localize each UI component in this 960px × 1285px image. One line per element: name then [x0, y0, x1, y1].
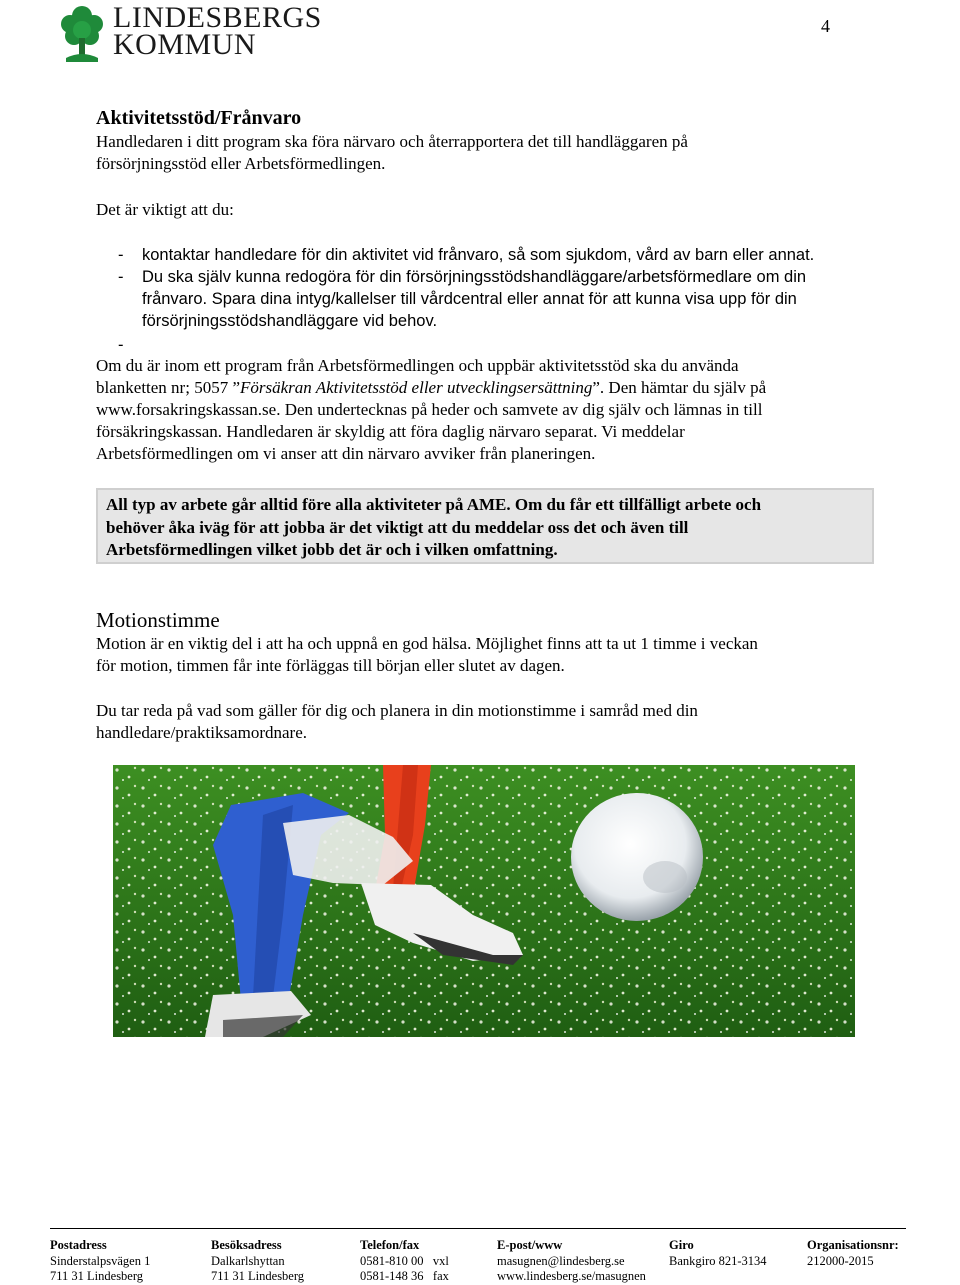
footer-column-orgnr — [807, 1238, 899, 1269]
text-run: ”. Den hämtar du själv på — [592, 378, 767, 397]
football-photo — [113, 765, 855, 1037]
football-scene-image — [113, 765, 855, 1037]
list-item — [96, 266, 876, 332]
list-dash: - — [118, 336, 124, 354]
footer-heading: Organisationsnr: — [807, 1238, 899, 1252]
paragraph-line: försörjningsstöd eller Arbetsförmedlingen. — [96, 154, 386, 173]
paragraph-line: Handledaren i ditt program ska föra närvaro och återrapportera det till handläggaren på — [96, 132, 688, 151]
footer-value: Dalkarlshyttan — [211, 1253, 285, 1268]
footer-heading: Besöksadress — [211, 1238, 282, 1252]
footer-value: 0581-810 00 vxl — [360, 1253, 449, 1268]
footer-column-postadress — [50, 1238, 150, 1285]
footer-web-link[interactable]: www.lindesberg.se/masugnen — [497, 1269, 646, 1283]
notice-line: behöver åka iväg för att jobba är det viktigt att du meddelar oss det och även till — [106, 517, 689, 537]
list-dash: - — [118, 268, 124, 286]
footer-heading: E-post/www — [497, 1238, 563, 1252]
footer-email-link[interactable]: masugnen@lindesberg.se — [497, 1253, 625, 1268]
logo-line2: KOMMUN — [113, 28, 257, 61]
footer-value: 711 31 Lindesberg — [50, 1269, 144, 1283]
logo-line1: LINDESBERGS — [113, 1, 322, 34]
footer-value: Sinderstalpsvägen 1 — [50, 1253, 151, 1268]
footer-column-telefon — [360, 1238, 449, 1285]
footer-column-giro — [669, 1238, 767, 1269]
section-title-motionstimme: Motionstimme — [96, 608, 220, 632]
page-footer — [0, 1228, 960, 1283]
list-item — [96, 244, 876, 266]
paragraph-line — [96, 377, 766, 399]
paragraph-line: Motion är en viktig del i att ha och uppnå en god hälsa. Möjlighet finns att ta ut 1 timme i veckan — [96, 634, 758, 653]
notice-line: All typ av arbete går alltid före alla aktiviteter på AME. Om du får ett tillfälligt arbete och — [106, 495, 762, 514]
footer-value: 0581-148 36 fax — [360, 1269, 449, 1283]
footer-value: 212000-2015 — [807, 1253, 874, 1268]
paragraph-line: Arbetsförmedlingen om vi anser att din närvaro avviker från planeringen. — [96, 444, 596, 463]
list-dash: - — [118, 246, 124, 264]
section-title-aktivitetsstod: Aktivitetsstöd/Frånvaro — [96, 107, 302, 129]
form-name: Försäkran Aktivitetsstöd eller utvecklingsersättning — [240, 378, 593, 397]
footer-heading: Telefon/fax — [360, 1238, 420, 1252]
list-text: frånvaro. Spara dina intyg/kallelser till vårdcentral eller annat för att kunna visa upp för din — [142, 290, 797, 308]
tree-logo-icon — [56, 4, 108, 64]
footer-value: 711 31 Lindesberg — [211, 1269, 305, 1283]
paragraph-intro: Det är viktigt att du: — [96, 200, 234, 219]
list-text: Du ska själv kunna redogöra för din försörjningsstödshandläggare/arbetsförmedlare om din — [142, 268, 807, 286]
paragraph-line: Du tar reda på vad som gäller för dig och planera in din motionstimme i samråd med din — [96, 701, 698, 720]
list-text: kontaktar handledare för din aktivitet vid frånvaro, så som sjukdom, vård av barn eller annat. — [142, 246, 815, 264]
paragraph-line: handledare/praktiksamordnare. — [96, 723, 307, 742]
footer-column-besoksadress — [211, 1238, 304, 1285]
paragraph-line: www.forsakringskassan.se. Den undertecknas på heder och samvete av dig själv och lämnas in till — [96, 400, 763, 419]
notice-box — [96, 488, 874, 564]
page-number: 4 — [821, 16, 830, 36]
text-run: blanketten nr; 5057 ” — [96, 378, 240, 397]
paragraph-line: försäkringskassan. Handledaren är skyldig att föra daglig närvaro separat. Vi meddelar — [96, 422, 685, 441]
paragraph-line: för motion, timmen får inte förläggas till början eller slutet av dagen. — [96, 656, 565, 675]
footer-divider — [50, 1228, 906, 1229]
list-text: försörjningsstödshandläggare vid behov. — [142, 312, 438, 330]
paragraph-line: Om du är inom ett program från Arbetsförmedlingen och uppbär aktivitetsstöd ska du använda — [96, 356, 739, 375]
footer-heading: Giro — [669, 1238, 694, 1252]
footer-value: Bankgiro 821-3134 — [669, 1253, 767, 1268]
footer-column-epost — [497, 1238, 646, 1285]
footer-heading: Postadress — [50, 1238, 107, 1252]
notice-line: Arbetsförmedlingen vilket jobb det är och i vilken omfattning. — [106, 540, 558, 559]
municipality-logo — [56, 1, 356, 64]
